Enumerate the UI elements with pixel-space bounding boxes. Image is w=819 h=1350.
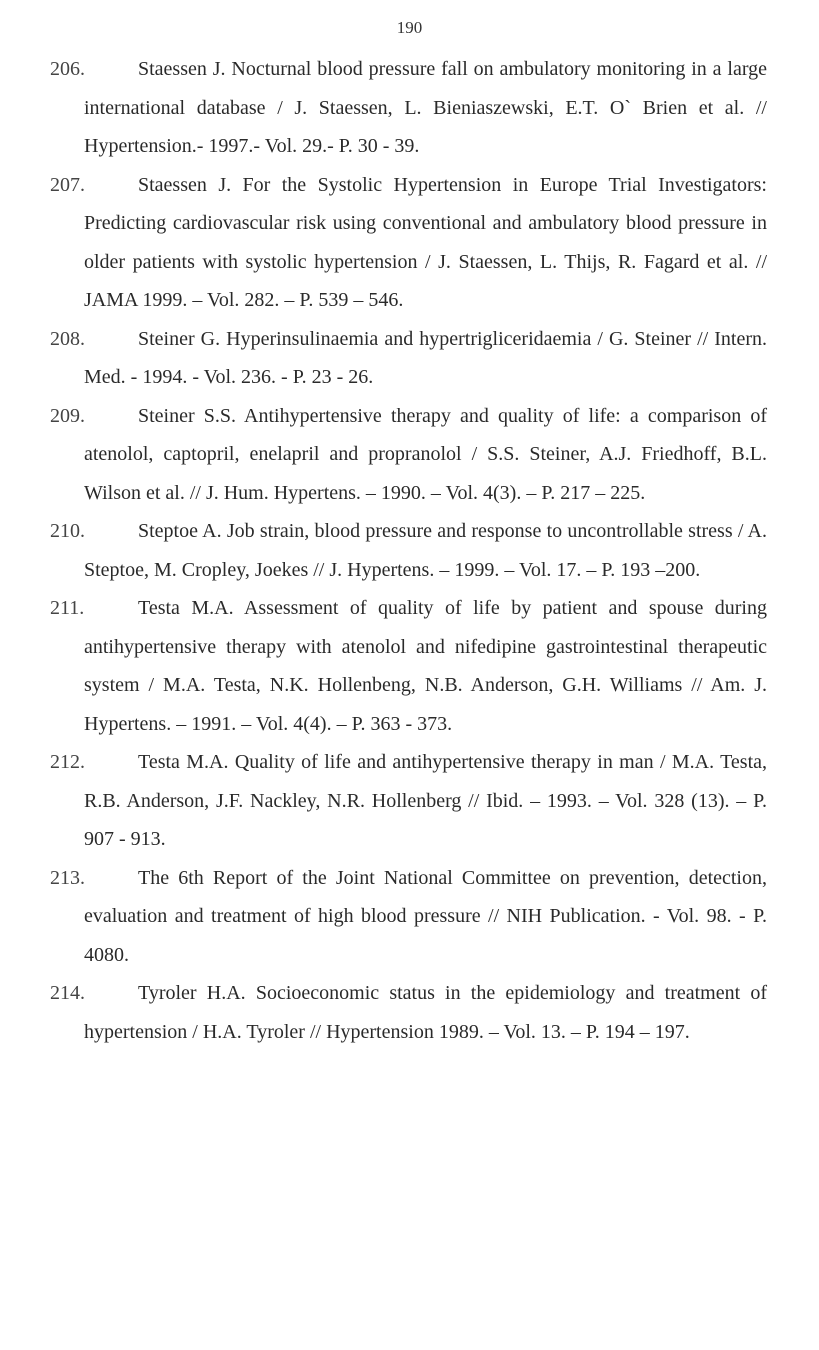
reference-text: Staessen J. For the Systolic Hypertension in Europe Trial Investigators: Predicting cardiovascular risk using conventional and ambulatory blood pressure in older patients with systolic hypertension / J. Staessen, L. Thijs, R. Fagard et al. // JAMA 1999. – Vol. 282. – P. 539 – 546. [84, 173, 767, 311]
reference-number: 207. [50, 173, 85, 196]
reference-text: Tyroler H.A. Socioeconomic status in the epidemiology and treatment of hypertension / H.A. Tyroler // Hypertension 1989. – Vol. 13. – P. 194 – 197. [84, 982, 767, 1043]
reference-list [50, 50, 767, 1051]
reference-item [50, 512, 767, 589]
reference-item [50, 320, 767, 397]
reference-number: 214. [50, 982, 85, 1004]
reference-item [50, 50, 767, 166]
reference-text: Testa M.A. Assessment of quality of life by patient and spouse during antihypertensive therapy with atenolol and nifedipine gastrointestinal therapeutic system / M.A. Testa, N.K. Hollenbeng, N.B. Anderson, G.H. Williams // Am. J. Hypertens. – 1991. – Vol. 4(4). – P. 363 - 373. [84, 597, 767, 735]
page-number: 190 [396, 18, 423, 37]
reference-item [50, 859, 767, 975]
reference-text: Steptoe A. Job strain, blood pressure and response to uncontrollable stress / A. Steptoe, M. Cropley, Joekes // J. Hypertens. – 1999. – Vol. 17. – P. 193 –200. [84, 520, 767, 581]
reference-number: 210. [50, 520, 85, 542]
reference-item [50, 974, 767, 1051]
reference-number: 213. [50, 866, 85, 889]
reference-text: Steiner S.S. Antihypertensive therapy and quality of life: a comparison of atenolol, captopril, enelapril and propranolol / S.S. Steiner, A.J. Friedhoff, B.L. Wilson et al. // J. Hum. Hypertens. – 1990. – Vol. 4(3). – P. 217 – 225. [84, 404, 767, 504]
reference-item [50, 743, 767, 859]
reference-text: Staessen J. Nocturnal blood pressure fall on ambulatory monitoring in a large international database / J. Staessen, L. Bieniaszewski, E.T. O` Brien et al. // Hypertension.- 1997.- Vol. 29.- P. 30 - 39. [84, 58, 767, 157]
reference-item [50, 397, 767, 513]
reference-item [50, 166, 767, 320]
reference-text: Testa M.A. Quality of life and antihypertensive therapy in man / M.A. Testa, R.B. Anderson, J.F. Nackley, N.R. Hollenberg // Ibid. – 1993. – Vol. 328 (13). – P. 907 - 913. [84, 751, 767, 850]
reference-item [50, 589, 767, 743]
reference-text: Steiner G. Hyperinsulinaemia and hypertrigliceridaemia / G. Steiner // Intern. Med. - 1994. - Vol. 236. - P. 23 - 26. [84, 327, 767, 388]
reference-number: 206. [50, 58, 85, 80]
reference-number: 209. [50, 404, 85, 427]
reference-text: The 6th Report of the Joint National Committee on prevention, detection, evaluation and treatment of high blood pressure // NIH Publication. - Vol. 98. - P. 4080. [84, 866, 767, 966]
reference-number: 211. [50, 597, 85, 619]
reference-number: 208. [50, 327, 85, 350]
reference-number: 212. [50, 751, 85, 773]
